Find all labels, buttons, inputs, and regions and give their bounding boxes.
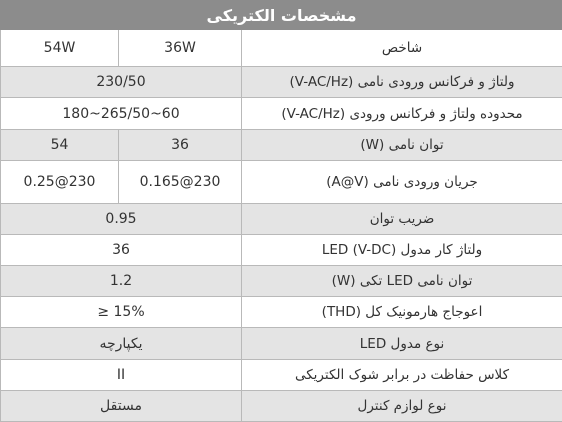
table-row [1,129,562,160]
table-row [1,297,562,328]
table-row [1,266,562,297]
row-param: ولتاژ و فرکانس ورودی نامی (V-AC/Hz) [242,67,562,98]
table-row [1,328,562,359]
row-param: اعوجاج هارمونیک کل (THD) [242,297,562,328]
row-value: 1.2 [1,266,242,297]
row-value: 36 [1,235,242,266]
title-row [1,1,562,30]
row-param: ولتاژ کار مدول LED (V-DC) [242,235,562,266]
row-param: محدوده ولتاژ و فرکانس ورودی (V-AC/Hz) [242,98,562,129]
row-param: جریان ورودی نامی (A@V) [242,160,562,203]
table-row [1,203,562,234]
row-param: نوع مدول LED [242,328,562,359]
row-value-54w: 54 [1,129,119,160]
table-row [1,67,562,98]
header-param: شاخص [242,30,562,67]
row-value: مستقل [1,390,242,421]
row-value-54w: 0.25@230 [1,160,119,203]
row-value-36w: 0.165@230 [119,160,242,203]
row-value: یکپارچه [1,328,242,359]
table-row [1,160,562,203]
table-row [1,390,562,421]
row-param: کلاس حفاظت در برابر شوک الکتریکی [242,359,562,390]
row-param: ضریب توان [242,203,562,234]
header-54w: 54W [1,30,119,67]
row-value-36w: 36 [119,129,242,160]
row-value: ≥ 15% [1,297,242,328]
row-param: توان نامی (W) [242,129,562,160]
header-row [1,30,562,67]
row-param: توان نامی LED تکی (W) [242,266,562,297]
row-value: 180~265/50~60 [1,98,242,129]
table-row [1,235,562,266]
row-param: نوع لوازم کنترل [242,390,562,421]
row-value: 0.95 [1,203,242,234]
row-value: 230/50 [1,67,242,98]
table-row [1,359,562,390]
row-value: II [1,359,242,390]
table-title: مشخصات الکتریکی [1,1,562,30]
header-36w: 36W [119,30,242,67]
table-row [1,98,562,129]
